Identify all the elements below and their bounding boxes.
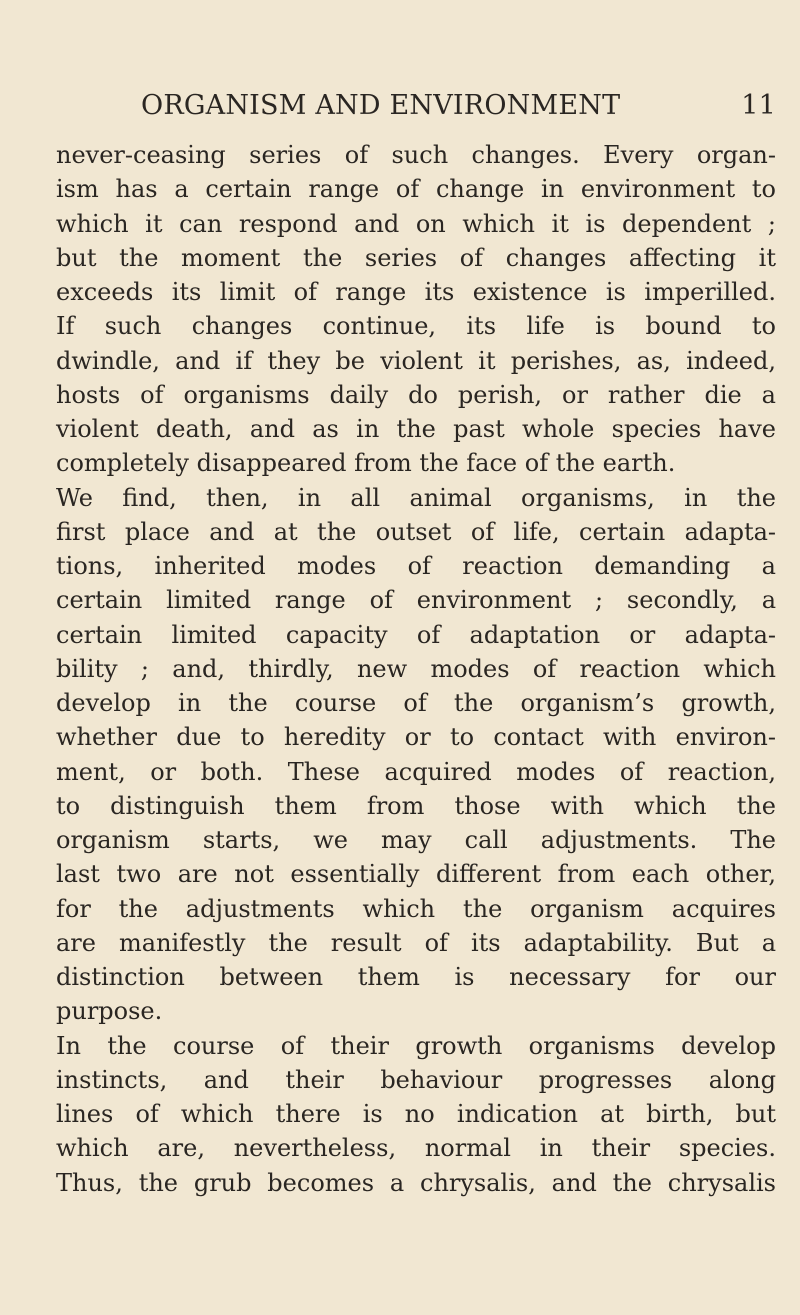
text-line: distinction between them is necessary for our	[56, 963, 776, 991]
text-line: violent death, and as in the past whole species have	[56, 415, 776, 443]
text-line: If such changes continue, its life is bound to	[56, 312, 776, 341]
text-line: completely disappeared from the face of the earth.	[56, 449, 676, 478]
text-line: organism starts, we may call adjustments. The	[56, 826, 776, 854]
text-line: tions, inherited modes of reaction demanding a	[56, 552, 776, 580]
text-line: In the course of their growth organisms develop	[56, 1031, 776, 1060]
text-line: We find, then, in all animal organisms, in the	[56, 483, 776, 512]
text-line: first place and at the outset of life, certain adapta-	[56, 517, 776, 546]
text-line: whether due to heredity or to contact with environ-	[56, 723, 776, 752]
text-line: develop in the course of the organism’s growth,	[56, 689, 776, 717]
text-line: certain limited capacity of adaptation or adapta-	[56, 620, 776, 649]
text-line: to distinguish them from those with which the	[56, 791, 776, 820]
text-line: which are, nevertheless, normal in their species.	[56, 1134, 776, 1163]
text-line: instincts, and their behaviour progresses along	[56, 1065, 776, 1094]
text-line: which it can respond and on which it is dependent ;	[56, 209, 776, 238]
text-line: are manifestly the result of its adaptability. But a	[56, 928, 776, 957]
text-line: purpose.	[56, 997, 163, 1026]
text-line: lines of which there is no indication at birth, but	[56, 1100, 776, 1128]
page-number: 11	[741, 90, 776, 121]
text-line: Thus, the grub becomes a chrysalis, and the chrysalis	[56, 1168, 776, 1197]
text-line: never-ceasing series of such changes. Every organ-	[56, 141, 776, 169]
text-line: hosts of organisms daily do perish, or rather die a	[56, 380, 776, 409]
body-text	[56, 138, 776, 1200]
text-line: bility ; and, thirdly, new modes of reaction which	[56, 654, 776, 683]
text-line: but the moment the series of changes affecting it	[56, 243, 776, 272]
text-line: exceeds its limit of range its existence is imperilled.	[56, 278, 776, 306]
text-line: dwindle, and if they be violent it perishes, as, indeed,	[56, 346, 776, 375]
text-line: ism has a certain range of change in environment to	[56, 175, 776, 204]
chapter-title: ORGANISM AND ENVIRONMENT	[141, 90, 621, 121]
text-line: for the adjustments which the organism acquires	[56, 894, 776, 923]
text-line: certain limited range of environment ; secondly, a	[56, 586, 776, 615]
text-line: ment, or both. These acquired modes of reaction,	[56, 757, 776, 786]
text-line: last two are not essentially different from each other,	[56, 860, 776, 889]
